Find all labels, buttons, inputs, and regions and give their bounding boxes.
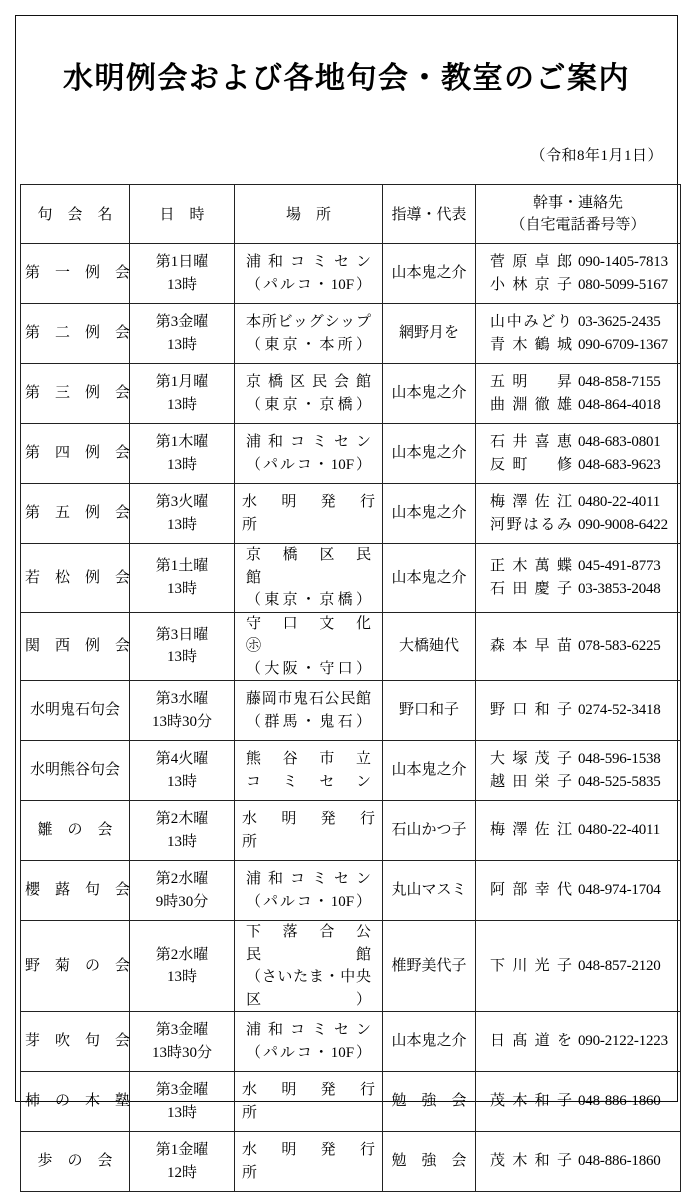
contact-entry: [476, 1030, 680, 1053]
contact-person: 大塚茂子: [490, 751, 572, 767]
contact-entry: [476, 771, 680, 794]
group-name-text: 野 菊 の 会: [25, 957, 131, 974]
cell-datetime: [130, 304, 235, 364]
cell-group-name: [21, 681, 130, 741]
group-name-text: 水明鬼石句会: [29, 702, 120, 719]
cell-group-name: [21, 364, 130, 424]
contact-person: 青木鶴城: [490, 336, 572, 353]
place-venue: 下 落 合 公 民 館: [246, 924, 387, 963]
contact-entry: [476, 514, 680, 537]
place-venue: 浦和コミセン: [246, 871, 371, 887]
datetime-day: 第3水曜: [155, 691, 209, 707]
place-venue: 水 明 発 行 所: [242, 494, 391, 533]
datetime-day: 第3金曜: [155, 1022, 209, 1038]
leader-name: 山本鬼之介: [391, 505, 467, 522]
cell-group-name: [21, 244, 130, 304]
datetime-day: 第2水曜: [155, 871, 209, 887]
place-area: （東京・本所）: [246, 336, 371, 353]
cell-group-name: [21, 1132, 130, 1192]
column-header-datetime: 日 時: [130, 185, 235, 244]
datetime-hour: 13時: [166, 833, 197, 850]
cell-leader: [383, 244, 476, 304]
contact-phone[interactable]: 048-886-1860: [578, 1153, 661, 1170]
place-venue: 浦和コミセン: [246, 434, 371, 450]
contact-entry: [476, 748, 680, 771]
leader-name: 山本鬼之介: [391, 385, 467, 402]
cell-group-name: [21, 741, 130, 801]
datetime-hour: 12時: [166, 1164, 197, 1181]
contact-person: 菅原卓郎: [490, 254, 572, 270]
contact-phone[interactable]: 078-583-6225: [578, 638, 661, 654]
datetime-hour: 9時30分: [155, 893, 209, 910]
leader-name: 山本鬼之介: [391, 762, 467, 779]
contact-person: 五明 昇: [490, 374, 572, 390]
group-name-text: 若 松 例 会: [25, 569, 131, 586]
place-area: コ ミ セ ン: [246, 773, 371, 790]
cell-group-name: [21, 484, 130, 544]
group-name-text: 水明熊谷句会: [29, 762, 120, 779]
cell-contact: [476, 364, 681, 424]
cell-contact: [476, 612, 681, 681]
cell-datetime: [130, 1132, 235, 1192]
table-row: [21, 921, 681, 1012]
cell-group-name: [21, 424, 130, 484]
table-row: [21, 1072, 681, 1132]
cell-datetime: [130, 801, 235, 861]
place-area: （パルコ・10F）: [246, 1044, 371, 1061]
contact-person: 梅澤佐江: [490, 494, 572, 510]
cell-leader: [383, 921, 476, 1012]
contact-phone[interactable]: 048-596-1538: [578, 751, 661, 767]
contact-person: 小林京子: [490, 276, 572, 293]
place-area: （パルコ・10F）: [246, 276, 371, 293]
cell-leader: [383, 1132, 476, 1192]
contact-entry: [476, 955, 680, 978]
cell-leader: [383, 304, 476, 364]
group-name-text: 第 二 例 会: [25, 325, 131, 342]
contact-person: 梅澤佐江: [490, 822, 572, 839]
contact-phone[interactable]: 090-1405-7813: [578, 254, 668, 270]
cell-datetime: [130, 244, 235, 304]
cell-place: [235, 484, 391, 544]
contact-phone[interactable]: 0480-22-4011: [578, 822, 661, 839]
contact-person: 阿部幸代: [490, 882, 572, 899]
group-name-text: 柿 の 木 塾: [25, 1093, 131, 1110]
cell-datetime: [130, 921, 235, 1012]
column-header-name: 句 会 名: [21, 185, 130, 244]
cell-place: [235, 1132, 391, 1192]
schedule-table: [20, 184, 681, 1192]
contact-entry: [476, 819, 680, 842]
table-row: [21, 244, 681, 304]
cell-group-name: [21, 861, 130, 921]
cell-contact: [476, 1072, 681, 1132]
contact-phone[interactable]: 080-5099-5167: [578, 276, 668, 293]
place-area: （パルコ・10F）: [246, 456, 371, 473]
contact-person: 森本早苗: [490, 638, 572, 654]
contact-entry: [476, 454, 680, 477]
contact-phone[interactable]: 090-6709-1367: [578, 336, 668, 353]
cell-leader: [383, 861, 476, 921]
cell-group-name: [21, 612, 130, 681]
group-name-text: 歩 の 会: [37, 1153, 113, 1170]
leader-name: 山本鬼之介: [391, 1033, 467, 1050]
contact-person: 石井喜恵: [490, 434, 572, 450]
cell-datetime: [130, 484, 235, 544]
datetime-hour: 13時: [166, 516, 197, 533]
contact-entry: [476, 251, 680, 274]
contact-person: 茂木和子: [490, 1153, 572, 1170]
contact-entry: [476, 311, 680, 334]
contact-person: 河野はるみ: [490, 516, 572, 533]
cell-leader: [383, 681, 476, 741]
contact-person: 茂木和子: [490, 1093, 572, 1110]
datetime-day: 第2木曜: [155, 811, 209, 827]
place-venue: 京 橋 区 民 館: [246, 547, 387, 586]
contact-entry: [476, 431, 680, 454]
issue-date: （令和8年1月1日）: [530, 148, 663, 164]
cell-contact: [476, 484, 681, 544]
cell-contact: [476, 741, 681, 801]
cell-group-name: [21, 801, 130, 861]
contact-phone[interactable]: 045-491-8773: [578, 558, 661, 575]
place-venue: 熊 谷 市 立: [246, 751, 371, 767]
cell-group-name: [21, 1072, 130, 1132]
cell-place: [235, 304, 383, 364]
leader-name: 丸山マスミ: [391, 882, 467, 899]
contact-person: 反町 修: [490, 456, 572, 473]
contact-phone[interactable]: 090-9008-6422: [578, 516, 668, 533]
column-header-contact-line1: 幹事・連絡先: [532, 193, 623, 212]
datetime-hour: 13時: [166, 773, 197, 790]
cell-place: [235, 861, 383, 921]
contact-entry: [476, 334, 680, 357]
leader-name: 大橋廸代: [398, 638, 459, 654]
cell-leader: [383, 424, 476, 484]
contact-entry: [476, 491, 680, 514]
contact-phone[interactable]: 0274-52-3418: [578, 702, 661, 719]
group-name-text: 第 五 例 会: [25, 505, 131, 522]
place-venue: 浦和コミセン: [246, 1022, 371, 1038]
datetime-hour: 13時: [166, 456, 197, 473]
group-name-text: 第 四 例 会: [25, 445, 131, 462]
cell-contact: [476, 244, 681, 304]
leader-name: 勉 強 会: [391, 1153, 467, 1170]
contact-phone[interactable]: 048-683-9623: [578, 456, 661, 473]
cell-datetime: [130, 612, 235, 681]
contact-entry: [476, 635, 680, 658]
datetime-day: 第4火曜: [155, 751, 209, 767]
datetime-hour: 13時30分: [151, 713, 212, 730]
cell-leader: [383, 364, 476, 424]
contact-person: 曲淵徹雄: [490, 396, 572, 413]
table-row: [21, 612, 681, 681]
table-row: [21, 741, 681, 801]
contact-person: 正木萬蝶: [490, 558, 572, 575]
cell-place: [235, 244, 383, 304]
place-venue: 浦和コミセン: [246, 254, 371, 270]
datetime-day: 第1土曜: [155, 558, 209, 575]
place-venue: 藤岡市鬼石公民館: [246, 691, 371, 707]
leader-name: 勉 強 会: [391, 1093, 467, 1110]
cell-leader: [383, 741, 476, 801]
leader-name: 山本鬼之介: [391, 445, 467, 462]
datetime-hour: 13時: [166, 336, 197, 353]
contact-entry: [476, 1150, 680, 1173]
cell-contact: [476, 801, 681, 861]
contact-entry: [476, 879, 680, 902]
place-area: （さいたま・中央区）: [246, 969, 371, 1008]
leader-name: 石山かつ子: [391, 822, 467, 839]
group-name-text: 櫻 蕗 句 会: [25, 882, 131, 899]
contact-person: 越田栄子: [490, 773, 572, 790]
header-row: [21, 185, 681, 244]
cell-leader: [383, 544, 476, 613]
cell-place: [235, 1012, 383, 1072]
place-area: （大阪・守口）: [246, 660, 371, 677]
cell-datetime: [130, 364, 235, 424]
contact-phone[interactable]: 03-3853-2048: [578, 580, 661, 597]
table-row: [21, 304, 681, 364]
table-row: [21, 364, 681, 424]
title-block: [16, 16, 677, 184]
cell-leader: [383, 1012, 476, 1072]
column-header-contact-line2: （自宅電話番号等）: [510, 215, 646, 233]
table-body: [21, 244, 681, 1192]
leader-name: 椎野美代子: [391, 957, 467, 974]
page-title: 水明例会および各地句会・教室のご案内: [63, 61, 630, 96]
group-name-text: 関 西 例 会: [25, 638, 131, 654]
cell-contact: [476, 921, 681, 1012]
cell-contact: [476, 1132, 681, 1192]
cell-contact: [476, 861, 681, 921]
cell-place: [235, 364, 383, 424]
datetime-day: 第1金曜: [155, 1142, 209, 1158]
cell-leader: [383, 612, 476, 681]
table-row: [21, 1012, 681, 1072]
place-venue: 水 明 発 行 所: [242, 811, 391, 850]
cell-group-name: [21, 544, 130, 613]
cell-contact: [476, 1012, 681, 1072]
contact-phone[interactable]: 048-886-1860: [578, 1093, 661, 1110]
place-venue: 水 明 発 行 所: [242, 1142, 391, 1181]
leader-name: 山本鬼之介: [391, 265, 467, 282]
datetime-day: 第2水曜: [155, 946, 209, 963]
cell-datetime: [130, 1072, 235, 1132]
cell-place: [235, 681, 383, 741]
cell-group-name: [21, 1012, 130, 1072]
table-row: [21, 1132, 681, 1192]
datetime-day: 第1木曜: [155, 434, 209, 450]
place-venue: 水 明 発 行 所: [242, 1082, 391, 1121]
cell-group-name: [21, 304, 130, 364]
datetime-hour: 13時: [166, 396, 197, 413]
datetime-hour: 13時: [166, 276, 197, 293]
cell-place: [235, 741, 383, 801]
contact-phone[interactable]: 090-2122-1223: [578, 1033, 668, 1050]
contact-phone[interactable]: 0480-22-4011: [578, 494, 661, 510]
datetime-hour: 13時: [166, 969, 197, 985]
leader-name: 野口和子: [398, 702, 459, 719]
group-name-text: 第 三 例 会: [25, 385, 131, 402]
contact-person: 野口和子: [490, 702, 572, 719]
column-header-place: 場 所: [235, 185, 383, 244]
table-header: [21, 185, 681, 244]
contact-entry: [476, 555, 680, 578]
table-row: [21, 484, 681, 544]
cell-contact: [476, 424, 681, 484]
contact-entry: [476, 1090, 680, 1113]
contact-phone[interactable]: 048-857-2120: [578, 957, 661, 974]
cell-datetime: [130, 681, 235, 741]
cell-place: [235, 921, 387, 1012]
contact-phone[interactable]: 048-683-0801: [578, 434, 661, 450]
cell-contact: [476, 304, 681, 364]
document-page: [15, 15, 678, 1181]
datetime-hour: 13時: [166, 1104, 197, 1121]
cell-place: [235, 424, 383, 484]
group-name-text: 芽 吹 句 会: [25, 1033, 131, 1050]
cell-group-name: [21, 921, 130, 1012]
contact-entry: [476, 274, 680, 297]
column-header-contact: [476, 185, 681, 244]
contact-person: 下川光子: [490, 957, 572, 974]
leader-name: 網野月を: [398, 325, 459, 342]
place-area: （東京・京橋）: [246, 592, 371, 608]
group-name-text: 第 一 例 会: [25, 265, 131, 282]
place-area: （パルコ・10F）: [246, 893, 371, 910]
contact-person: 日髙道を: [490, 1033, 572, 1050]
contact-entry: [476, 699, 680, 722]
contact-phone[interactable]: 048-525-5835: [578, 773, 661, 790]
column-header-leader: 指導・代表: [383, 185, 476, 244]
datetime-hour: 13時: [166, 649, 197, 666]
cell-leader: [383, 1072, 476, 1132]
place-area: （東京・京橋）: [246, 396, 371, 413]
place-venue: 守 口 文 化 ㋭: [246, 615, 387, 654]
datetime-day: 第3日曜: [155, 626, 209, 643]
contact-phone[interactable]: 048-974-1704: [578, 882, 661, 899]
cell-place: [235, 801, 391, 861]
cell-place: [235, 1072, 391, 1132]
place-venue: 京橋区民会館: [246, 374, 371, 390]
contact-phone[interactable]: 048-864-4018: [578, 396, 661, 413]
cell-leader: [383, 484, 476, 544]
cell-datetime: [130, 1012, 235, 1072]
datetime-hour: 13時30分: [151, 1044, 212, 1061]
contact-entry: [476, 394, 680, 417]
place-area: （群馬・鬼石）: [246, 713, 371, 730]
cell-place: [235, 612, 387, 681]
datetime-hour: 13時: [166, 580, 197, 597]
table-row: [21, 681, 681, 741]
cell-leader: [383, 801, 476, 861]
cell-contact: [476, 681, 681, 741]
cell-datetime: [130, 861, 235, 921]
table-row: [21, 861, 681, 921]
datetime-day: 第3金曜: [155, 1082, 209, 1098]
cell-datetime: [130, 424, 235, 484]
cell-place: [235, 544, 387, 613]
datetime-day: 第1日曜: [155, 254, 209, 270]
contact-entry: [476, 371, 680, 394]
table-row: [21, 424, 681, 484]
contact-person: 山中みどり: [490, 314, 572, 330]
leader-name: 山本鬼之介: [391, 569, 467, 586]
place-venue: 本所ビッグシップ: [246, 314, 371, 330]
contact-phone[interactable]: 048-858-7155: [578, 374, 661, 390]
datetime-day: 第1月曜: [155, 374, 209, 390]
contact-entry: [476, 578, 680, 601]
group-name-text: 雛 の 会: [37, 822, 113, 839]
cell-contact: [476, 544, 681, 613]
table-row: [21, 544, 681, 613]
cell-datetime: [130, 544, 235, 613]
datetime-day: 第3火曜: [155, 494, 209, 510]
contact-phone[interactable]: 03-3625-2435: [578, 314, 661, 330]
datetime-day: 第3金曜: [155, 314, 209, 330]
table-row: [21, 801, 681, 861]
cell-datetime: [130, 741, 235, 801]
contact-person: 石田慶子: [490, 580, 572, 597]
